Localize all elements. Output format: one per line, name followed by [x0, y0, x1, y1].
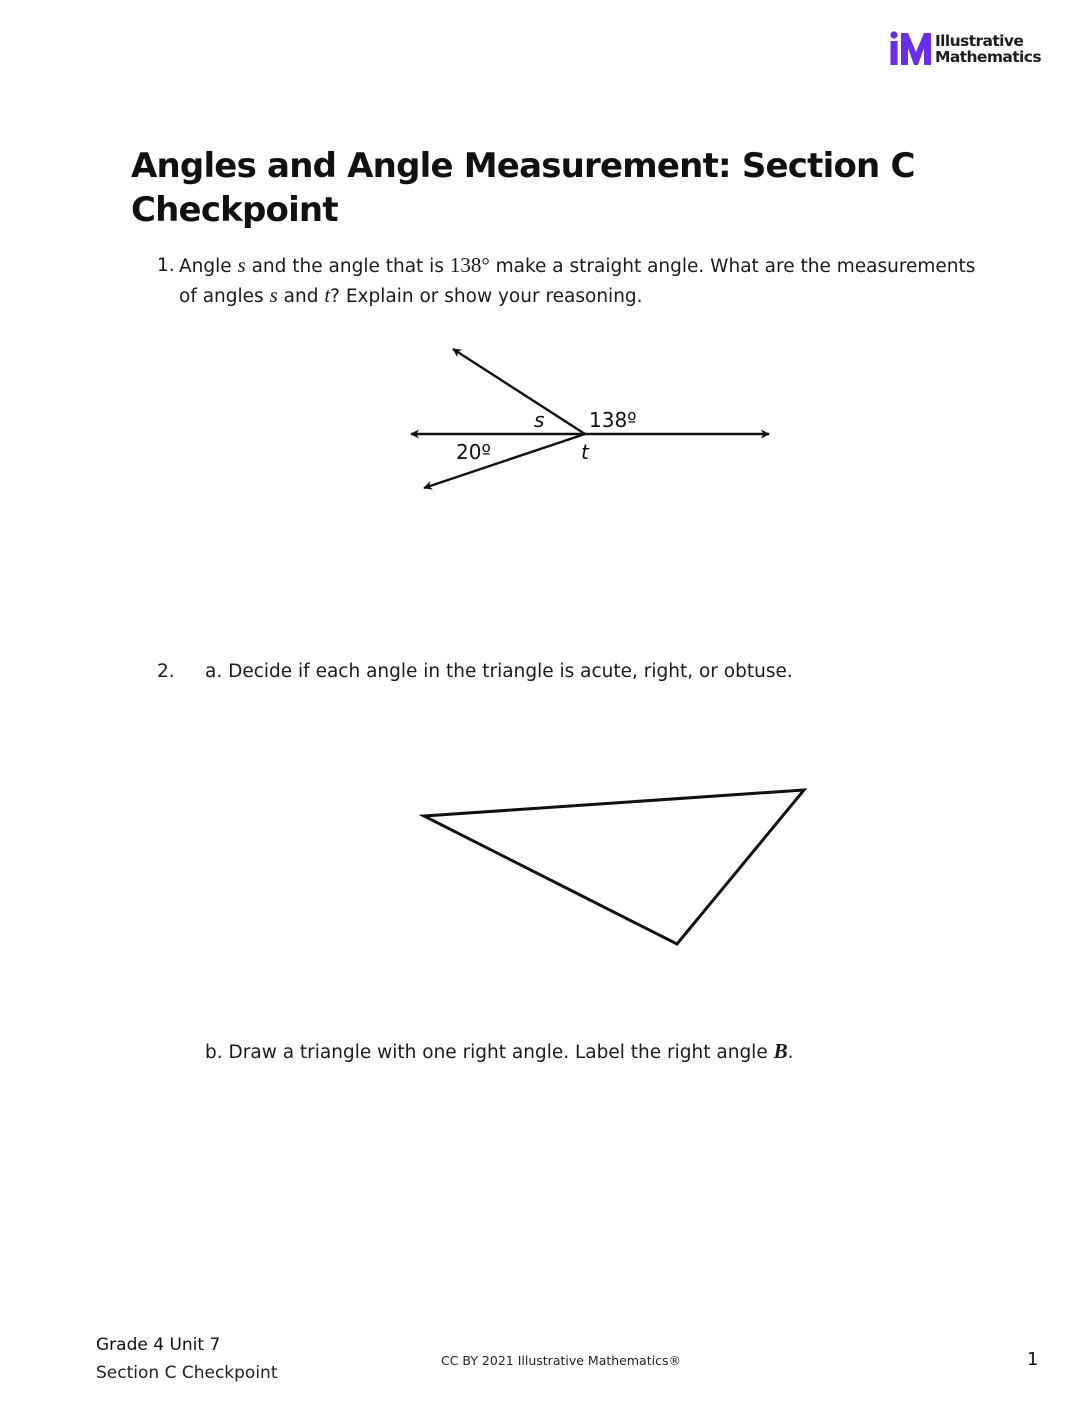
q1-value-138: 138° [449, 253, 490, 277]
triangle-figure [0, 760, 1088, 960]
q2b-period: . [787, 1042, 794, 1063]
label-t: t [581, 440, 589, 464]
question-2-number: 2. [157, 661, 175, 682]
q1-text-part: ? Explain or show your reasoning. [330, 286, 643, 307]
page-title: Angles and Angle Measurement: Section C Checkpoint [131, 146, 915, 230]
question-1-number: 1. [157, 255, 175, 276]
page-number: 1 [1027, 1349, 1039, 1370]
q1-text-part: Angle [179, 256, 238, 277]
lower-ray [424, 434, 585, 488]
q2b-var-b: B [773, 1039, 788, 1063]
q1-text-part: make a straight angle. What are the measurements of angles [179, 256, 976, 307]
footer-section: Section C Checkpoint [96, 1363, 278, 1383]
label-138: 138º [589, 408, 637, 432]
logo-word-mathematics: Mathematics [935, 48, 1041, 66]
q1-text-part: and [277, 286, 325, 307]
upper-ray [453, 349, 585, 434]
q2b-text: b. Draw a triangle with one right angle. Label the right angle [205, 1042, 774, 1063]
question-2a-prompt: a. Decide if each angle in the triangle is acute, right, or obtuse. [205, 661, 793, 682]
q1-var-t: t [324, 283, 331, 307]
question-2b-prompt [205, 1037, 794, 1067]
label-s: s [534, 408, 545, 432]
angle-figure [0, 0, 1088, 560]
q1-var-s: s [237, 253, 246, 277]
footer-copyright: CC BY 2021 Illustrative Mathematics® [441, 1353, 681, 1368]
q1-text-part: and the angle that is [245, 256, 450, 277]
logo-word-illustrative: Illustrative [935, 32, 1024, 50]
q1-var-s: s [269, 283, 278, 307]
triangle [424, 790, 804, 944]
footer-unit: Grade 4 Unit 7 [96, 1335, 221, 1355]
label-20: 20º [456, 440, 491, 464]
